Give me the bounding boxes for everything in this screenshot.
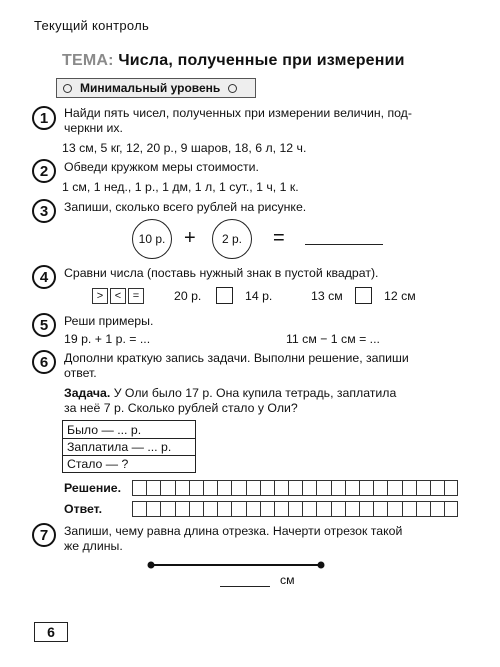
grid-cell[interactable] (402, 480, 416, 496)
task-number-6: 6 (32, 350, 56, 374)
example-1[interactable]: 19 р. + 1 р. = ... (64, 332, 151, 346)
short-record-row-1[interactable]: Было — ... р. (67, 423, 142, 437)
problem-label: Задача. (64, 386, 111, 400)
plus-sign: + (184, 227, 196, 249)
answer-label: Ответ. (64, 502, 103, 516)
grid-cell[interactable] (430, 501, 444, 517)
task-number-4: 4 (32, 265, 56, 289)
grid-cell[interactable] (217, 480, 231, 496)
solution-label: Решение. (64, 481, 122, 495)
grid-cell[interactable] (387, 480, 401, 496)
divider (63, 438, 195, 439)
grid-cell[interactable] (160, 480, 174, 496)
grid-cell[interactable] (175, 501, 189, 517)
grid-cell[interactable] (444, 480, 458, 496)
bullet-icon (228, 84, 237, 93)
grid-cell[interactable] (260, 501, 274, 517)
segment-endpoint-right (318, 562, 325, 569)
task-1-text-line1: Найди пять чисел, полученных при измерении величин, под- (64, 106, 412, 120)
task-4-text: Сравни числа (поставь нужный знак в пустой квадрат). (64, 266, 379, 280)
grid-cell[interactable] (246, 480, 260, 496)
grid-cell[interactable] (274, 480, 288, 496)
grid-cell[interactable] (402, 501, 416, 517)
coin-10-rub: 10 р. (132, 219, 172, 259)
grid-cell[interactable] (146, 501, 160, 517)
solution-grid[interactable] (132, 480, 458, 496)
grid-cell[interactable] (416, 480, 430, 496)
sign-equal: = (128, 288, 144, 304)
task-number-5: 5 (32, 313, 56, 337)
grid-cell[interactable] (217, 501, 231, 517)
comparison-signs (92, 288, 146, 304)
coin-2-rub: 2 р. (212, 219, 252, 259)
problem-text-1: У Оли было 17 р. Она купила тетрадь, заплатила (113, 386, 397, 400)
grid-cell[interactable] (146, 480, 160, 496)
grid-cell[interactable] (331, 480, 345, 496)
grid-cell[interactable] (175, 480, 189, 496)
topic-title: Числа, полученные при измерении (118, 52, 405, 69)
topic-prefix: ТЕМА: (62, 52, 114, 69)
task-2-text: Обведи кружком меры стоимости. (64, 160, 259, 174)
task-number-3: 3 (32, 199, 56, 223)
grid-cell[interactable] (345, 501, 359, 517)
grid-cell[interactable] (132, 480, 146, 496)
sign-greater: > (92, 288, 108, 304)
grid-cell[interactable] (160, 501, 174, 517)
level-label: Минимальный уровень (80, 81, 221, 95)
task-1-values[interactable]: 13 см, 5 кг, 12, 20 р., 9 шаров, 18, 6 л, 12 ч. (62, 141, 307, 155)
level-badge (56, 78, 256, 98)
grid-cell[interactable] (260, 480, 274, 496)
segment (146, 558, 326, 572)
compare-1-right: 14 р. (245, 289, 273, 303)
task-number-7: 7 (32, 523, 56, 547)
compare-2-left: 13 см (311, 289, 343, 303)
grid-cell[interactable] (203, 501, 217, 517)
grid-cell[interactable] (288, 501, 302, 517)
task-3-text: Запиши, сколько всего рублей на рисунке. (64, 200, 307, 214)
task-5-text: Реши примеры. (64, 314, 154, 328)
task-6-text-line2: ответ. (64, 366, 97, 380)
grid-cell[interactable] (373, 480, 387, 496)
grid-cell[interactable] (231, 501, 245, 517)
grid-cell[interactable] (288, 480, 302, 496)
compare-box-1[interactable] (216, 287, 233, 304)
grid-cell[interactable] (302, 480, 316, 496)
problem-statement-line2: за неё 7 р. Сколько рублей стало у Оли? (64, 401, 298, 415)
short-record-row-3[interactable]: Стало — ? (67, 457, 129, 471)
task-number-2: 2 (32, 159, 56, 183)
grid-cell[interactable] (359, 501, 373, 517)
grid-cell[interactable] (316, 480, 330, 496)
grid-cell[interactable] (430, 480, 444, 496)
bullet-icon (63, 84, 72, 93)
grid-cell[interactable] (189, 501, 203, 517)
grid-cell[interactable] (416, 501, 430, 517)
grid-cell[interactable] (387, 501, 401, 517)
problem-statement-line1 (64, 386, 396, 401)
compare-box-2[interactable] (355, 287, 372, 304)
grid-cell[interactable] (444, 501, 458, 517)
task-2-values[interactable]: 1 см, 1 нед., 1 р., 1 дм, 1 л, 1 сут., 1 ч, 1 к. (62, 180, 299, 194)
page-title (62, 52, 405, 70)
grid-cell[interactable] (373, 501, 387, 517)
answer-line-3[interactable] (305, 244, 383, 245)
compare-2-right: 12 см (384, 289, 416, 303)
compare-1-left: 20 р. (174, 289, 202, 303)
task-7-text-line1: Запиши, чему равна длина отрезка. Начерти отрезок такой (64, 524, 403, 538)
grid-cell[interactable] (316, 501, 330, 517)
task-6-text-line1: Дополни краткую запись задачи. Выполни решение, запиши (64, 351, 409, 365)
grid-cell[interactable] (274, 501, 288, 517)
grid-cell[interactable] (246, 501, 260, 517)
task-1-text-line2: черкни их. (64, 121, 123, 135)
task-7-text-line2: же длины. (64, 539, 123, 553)
short-record-row-2[interactable]: Заплатила — ... р. (67, 440, 172, 454)
task-number-1: 1 (32, 106, 56, 130)
grid-cell[interactable] (331, 501, 345, 517)
equals-sign: = (273, 227, 285, 249)
grid-cell[interactable] (231, 480, 245, 496)
example-2[interactable]: 11 см − 1 см = ... (286, 332, 380, 346)
grid-cell[interactable] (302, 501, 316, 517)
grid-cell[interactable] (345, 480, 359, 496)
segment-endpoint-left (148, 562, 155, 569)
divider (63, 455, 195, 456)
length-answer-line[interactable] (220, 586, 270, 587)
grid-cell[interactable] (203, 480, 217, 496)
sign-less: < (110, 288, 126, 304)
page-number: 6 (34, 622, 68, 642)
grid-cell[interactable] (189, 480, 203, 496)
answer-grid[interactable] (132, 501, 458, 517)
grid-cell[interactable] (359, 480, 373, 496)
short-record-box (62, 420, 196, 473)
grid-cell[interactable] (132, 501, 146, 517)
length-unit: см (280, 573, 295, 587)
section-header: Текущий контроль (34, 18, 150, 33)
